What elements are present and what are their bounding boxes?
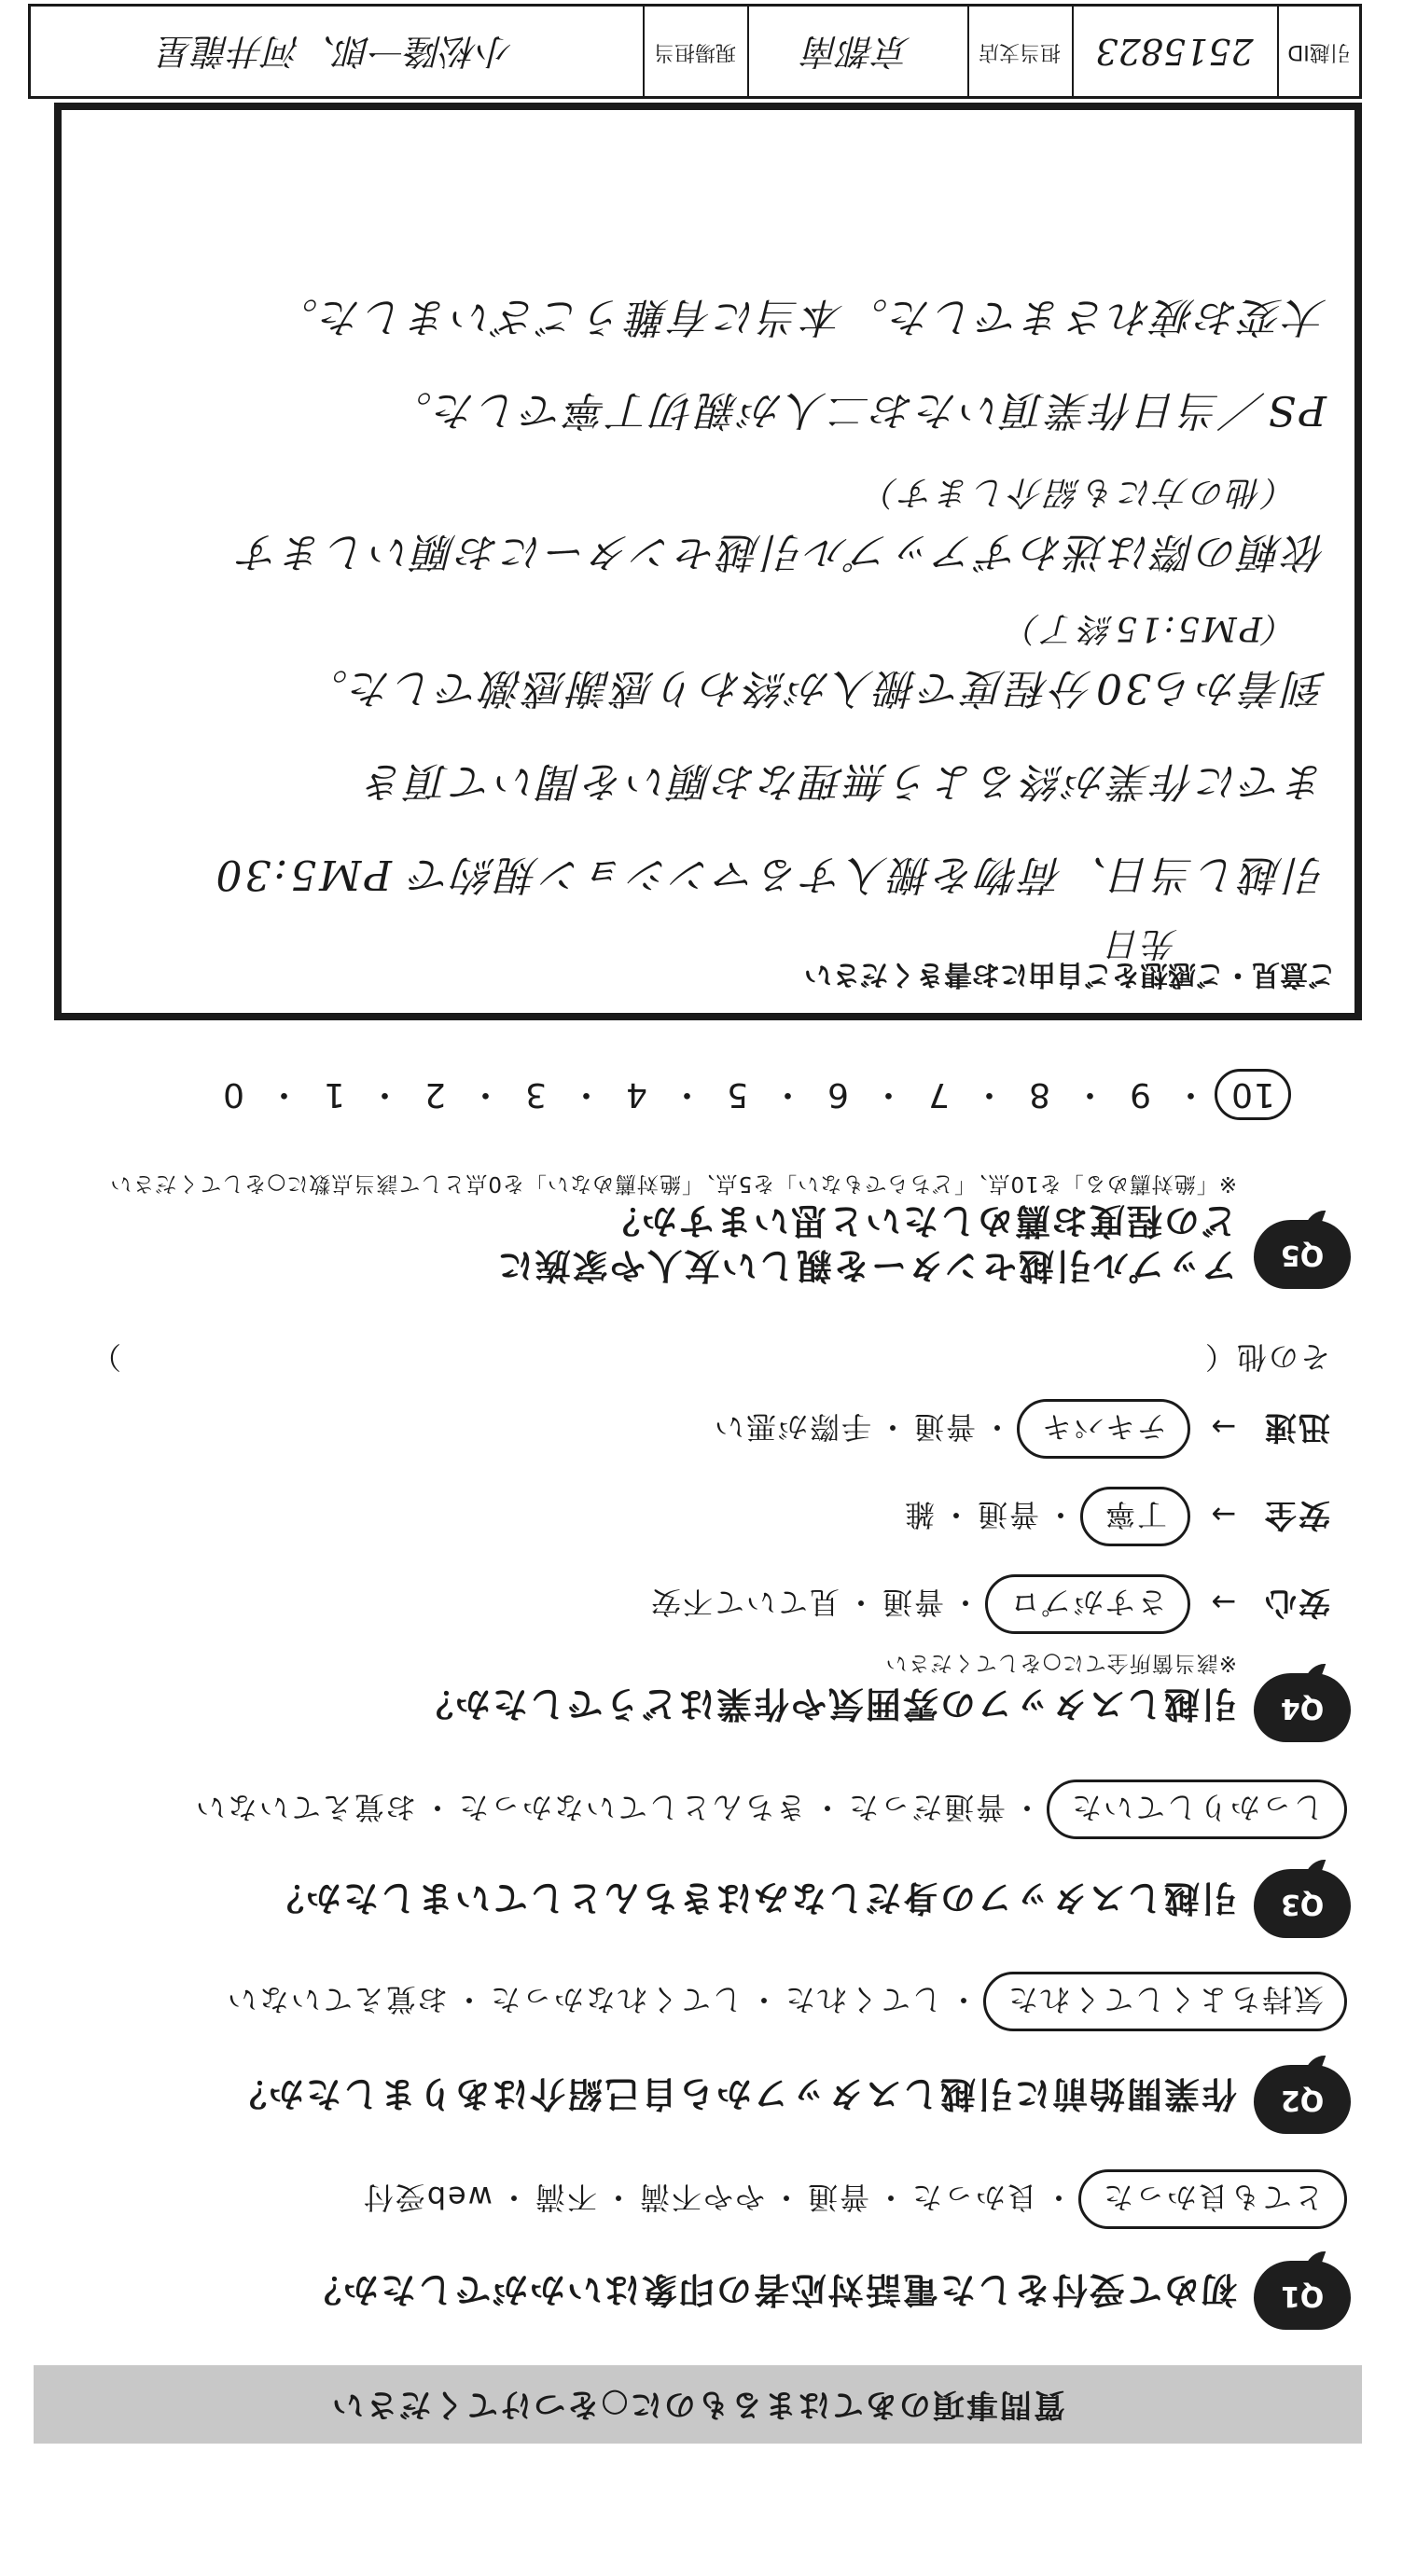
q5-note: ※「絶対薦める」を10点、「どちらでもない」を5点、「絶対薦めない」を0点として該当点数に○をしてください: [109, 1171, 1237, 1196]
move-id-label: 引越ID: [1287, 40, 1351, 63]
q3-option-3[interactable]: きちんとしていなかった: [456, 1790, 806, 1825]
instruction-text: 質問事項のあてはまるものに○をつけてください: [330, 2386, 1065, 2423]
q2-option-3[interactable]: してくれなかった: [488, 1982, 743, 2017]
staff-label: 現場担当: [643, 7, 749, 96]
q4-anzen-option-2[interactable]: 普通: [975, 1497, 1039, 1532]
q1-option-3[interactable]: 普通: [805, 2180, 869, 2215]
q2-option-2[interactable]: してくれた: [783, 1982, 942, 2017]
q2-option-1[interactable]: 気持ちよくしてくれた: [983, 1972, 1347, 2031]
branch-label: 担当支店: [967, 7, 1074, 96]
q3-option-1[interactable]: しっかりしていた: [1047, 1780, 1347, 1839]
q4-row-label: 安全: [1263, 1496, 1330, 1533]
q4-row-anzen: 安全→丁寧・普通・雑: [903, 1487, 1330, 1546]
q5-score-3[interactable]: 3: [524, 1075, 547, 1114]
q5-score-4[interactable]: 4: [625, 1075, 647, 1114]
q1-badge: Q1: [1254, 2261, 1351, 2330]
q5-question-line1: アップル引越センターを親しい友人や家族に: [495, 1245, 1237, 1286]
q1-options: とても良かった・良かった・普通・やや不満・不満・web受付: [362, 2169, 1347, 2229]
comment-insertion: 先日: [1104, 924, 1177, 963]
q4-badge: Q4: [1254, 1673, 1351, 1742]
q2-badge: Q2: [1254, 2065, 1351, 2134]
q4-question: 引越しスタッフの雰囲気や作業はどうでしたか？: [415, 1683, 1237, 1724]
q3-badge: Q3: [1254, 1869, 1351, 1938]
q3-options: しっかりしていた・普通だった・きちんとしていなかった・お覚えていない: [194, 1780, 1347, 1839]
q4-row-label: 安心: [1263, 1584, 1330, 1621]
q5-score-5[interactable]: 5: [726, 1075, 748, 1114]
q5-badge: Q5: [1254, 1220, 1351, 1289]
q5-score-10[interactable]: 10: [1215, 1069, 1291, 1120]
q4-other: [90, 1337, 1330, 1380]
comment-box[interactable]: [54, 103, 1362, 1020]
q3-option-2[interactable]: 普通だった: [846, 1790, 1006, 1825]
q4-anshin-option-2[interactable]: 普通: [880, 1585, 944, 1620]
q1-option-4[interactable]: やや不満: [637, 2180, 765, 2215]
q1-option-1[interactable]: とても良かった: [1078, 2169, 1347, 2229]
comment-line: 到着から30分程度で搬入が終わり感謝感激でした。: [304, 664, 1327, 712]
move-id-value: 2515823: [1072, 7, 1279, 96]
q1-option-5[interactable]: 不満: [533, 2180, 597, 2215]
q4-anzen-option-1[interactable]: 丁寧: [1080, 1487, 1190, 1546]
q4-other-close: ）: [90, 1339, 122, 1375]
q4-row-label: 迅速: [1263, 1408, 1330, 1446]
branch-value: 京都南: [747, 7, 969, 96]
q1-question: 初めて受付をした電話対応者の印象はいかがでしたか？: [303, 2269, 1237, 2310]
q4-other-label: その他（: [1202, 1339, 1330, 1375]
q5-score-6[interactable]: 6: [827, 1075, 849, 1114]
q5-score-7[interactable]: 7: [927, 1075, 950, 1114]
q4-anzen-option-3[interactable]: 雑: [902, 1497, 935, 1532]
q2-question: 作業開始前に引越しスタッフから自己紹介はありましたか？: [229, 2073, 1237, 2114]
q4-jinsoku-option-3[interactable]: 手際が悪い: [712, 1409, 871, 1445]
instruction-bar: [34, 2365, 1362, 2444]
arrow-icon: →: [1209, 1585, 1237, 1620]
q5-score-2[interactable]: 2: [424, 1075, 446, 1114]
comment-title: ご意見・ご感想をご自由にお書きください: [804, 958, 1336, 990]
q5-score-0[interactable]: 0: [222, 1075, 244, 1114]
q2-options: 気持ちよくしてくれた・してくれた・してくれなかった・お覚えていない: [226, 1972, 1347, 2031]
q4-jinsoku-option-1[interactable]: テキパキ: [1017, 1399, 1190, 1459]
comment-line: （他の方にも紹介します）: [861, 473, 1299, 511]
q1-option-2[interactable]: 良かった: [910, 2180, 1037, 2215]
comment-line: 引越し当日、荷物を搬入するマンション規約で PM5:30: [213, 851, 1327, 898]
comment-line: PS／当日作業頂いたお二人が親切丁寧でした。: [388, 386, 1327, 434]
comment-line: までに作業が終るよう無理なお願いを聞いて頂き: [362, 757, 1327, 805]
comment-line: 依頼の際は迷わずアップル引越センターにお願いします: [236, 528, 1327, 575]
q4-row-anshin: 安心→さすがプロ・普通・見ていて不安: [649, 1574, 1330, 1634]
q1-option-6[interactable]: web受付: [361, 2180, 493, 2215]
footer-table: [28, 4, 1362, 99]
q4-jinsoku-option-2[interactable]: 普通: [911, 1409, 976, 1445]
q3-option-4[interactable]: お覚えていない: [193, 1790, 416, 1825]
comment-line: （PM5:15終了）: [1004, 609, 1299, 647]
comment-line: 大変お疲れさまでした。本当に有難うございました。: [274, 293, 1327, 340]
q5-score-1[interactable]: 1: [323, 1075, 345, 1114]
staff-value: 小松隆一郎、河井龍星: [29, 7, 645, 96]
q5-score-8[interactable]: 8: [1028, 1075, 1050, 1114]
q3-question: 引越しスタッフの身だしなみはきちんとしていましたか？: [266, 1877, 1237, 1918]
q4-row-jinsoku: 迅速→テキパキ・普通・手際が悪い: [713, 1399, 1330, 1459]
q4-anshin-option-1[interactable]: さすがプロ: [985, 1574, 1190, 1634]
q5-question-line2: どの程度お薦めしたいと思いますか？: [602, 1200, 1237, 1241]
arrow-icon: →: [1209, 1409, 1237, 1445]
arrow-icon: →: [1209, 1497, 1237, 1532]
q5-scale: 10・9・8・7・6・5・4・3・2・1・0: [207, 1069, 1291, 1121]
q4-anshin-option-3[interactable]: 見ていて不安: [648, 1585, 840, 1620]
q5-score-9[interactable]: 9: [1129, 1075, 1151, 1114]
q4-note: ※該当箇所全てに○をしてください: [884, 1651, 1237, 1675]
q2-option-4[interactable]: お覚えていない: [225, 1982, 448, 2017]
